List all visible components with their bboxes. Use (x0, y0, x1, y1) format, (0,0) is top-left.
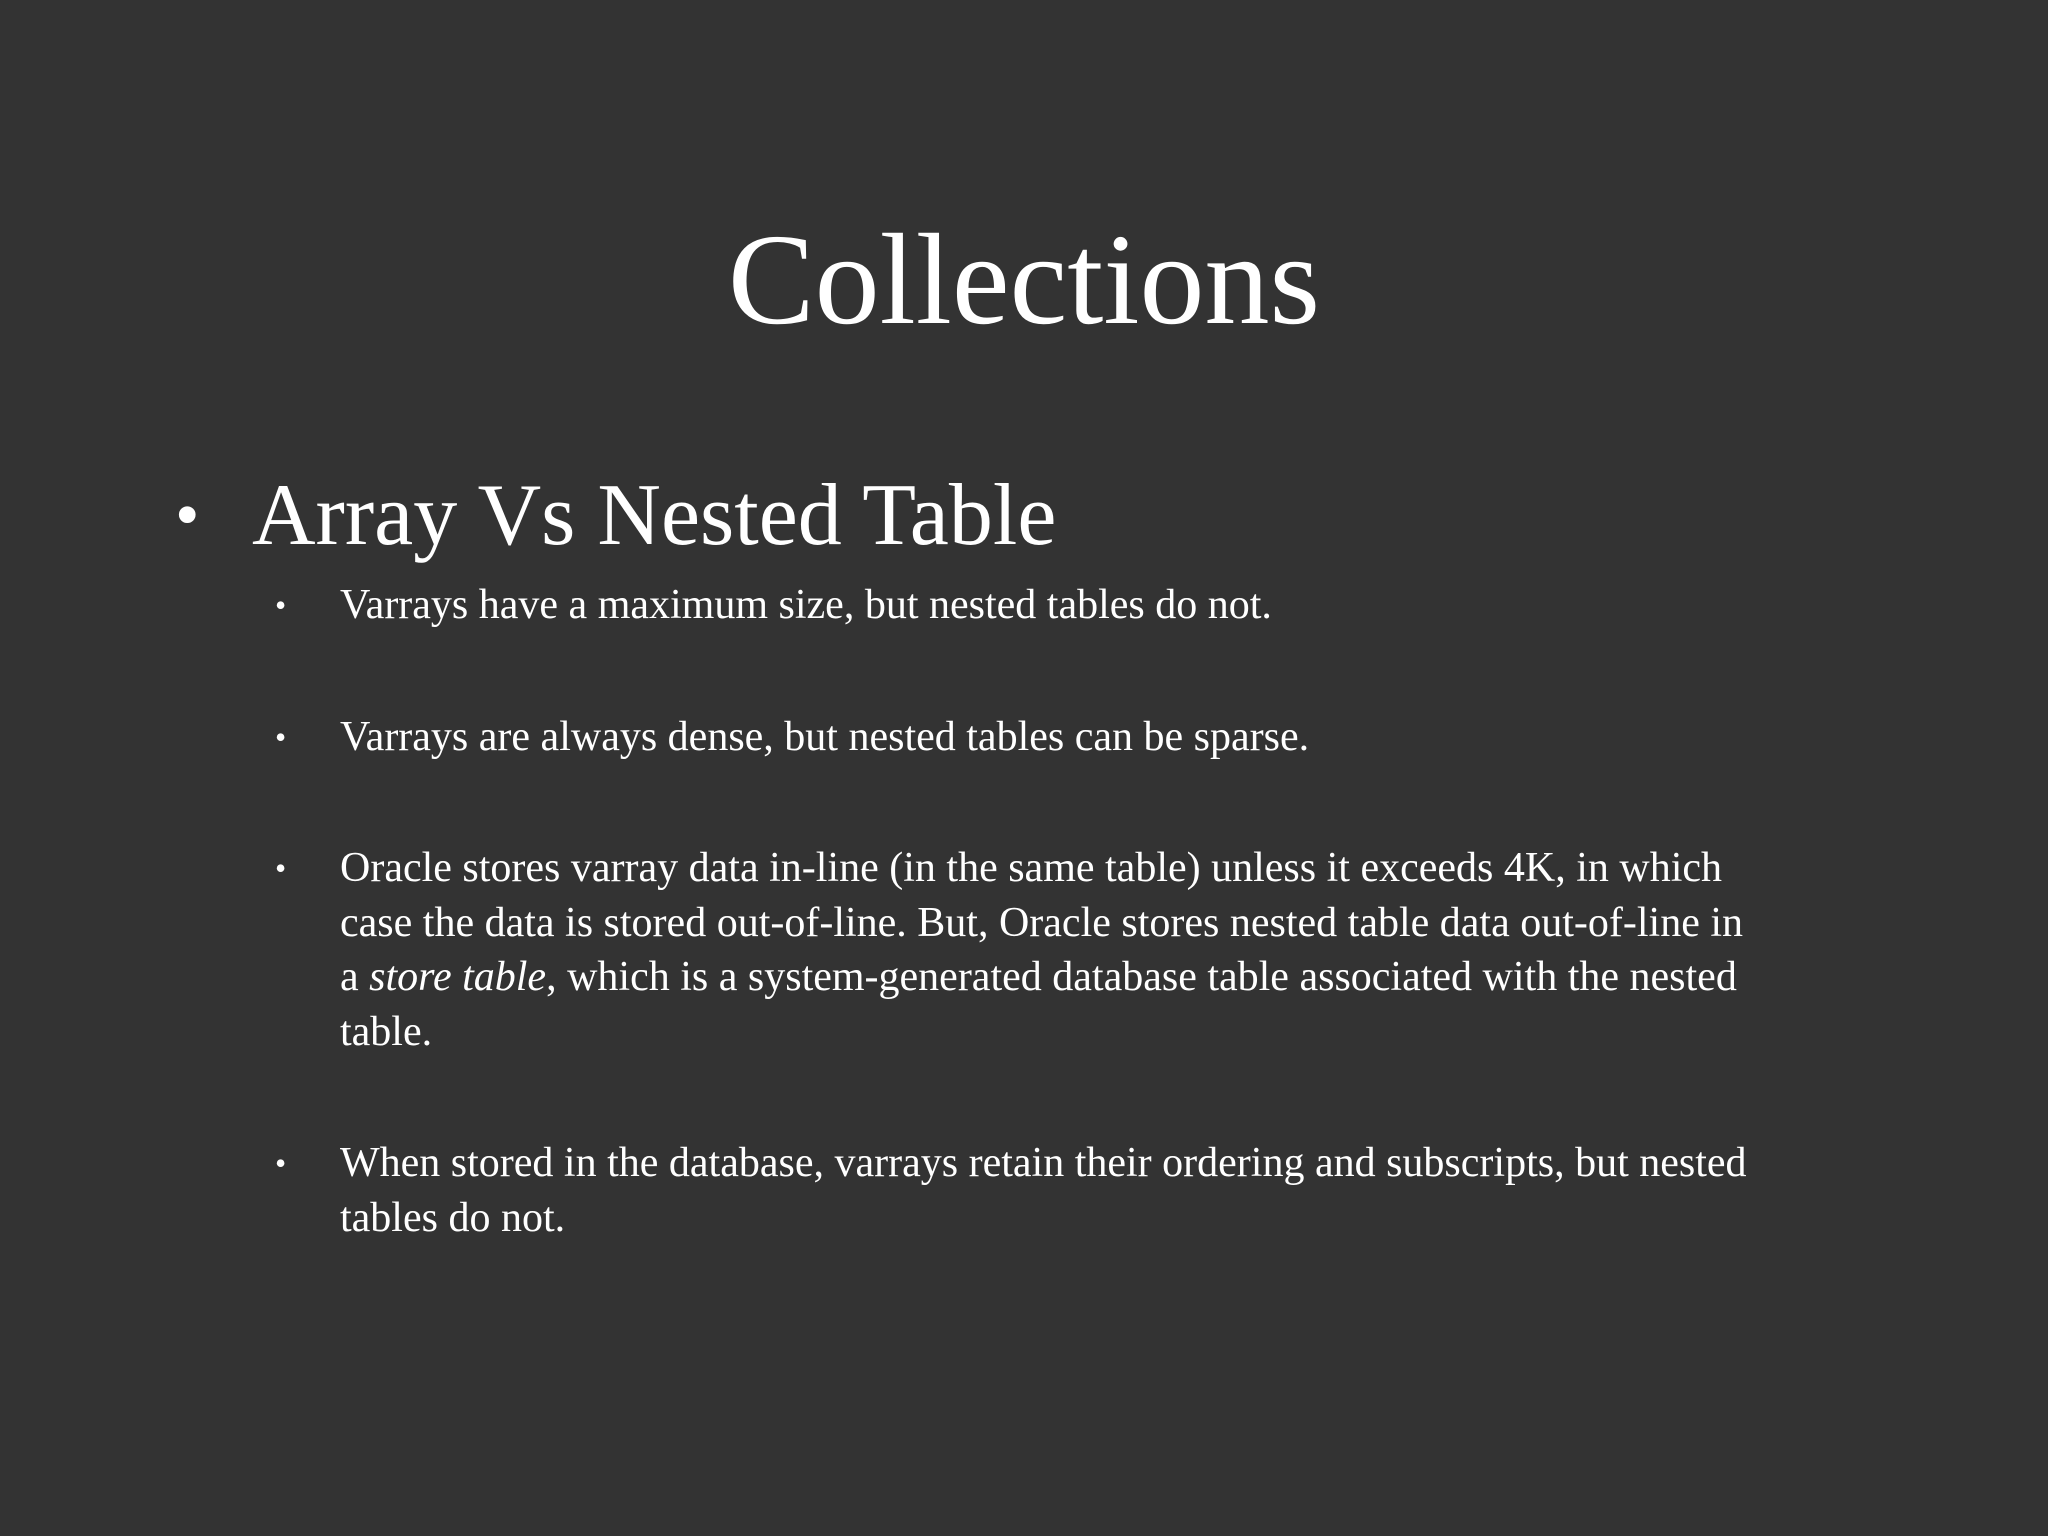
bullet-text (340, 1136, 1895, 1245)
bullet-text-line: table. (340, 1008, 433, 1055)
bullet-text-line: case the data is stored out-of-line. But, Oracle stores nested table data out-of-line in (340, 899, 1744, 946)
bullet-text (340, 841, 1895, 1059)
heading-text: Array Vs Nested Table (252, 467, 1057, 564)
bullet-text-line: tables do not. (340, 1194, 566, 1241)
slide-title: Collections (727, 208, 1321, 352)
bullet-icon: • (175, 477, 200, 554)
bullet-text-line: Oracle stores varray data in-line (in the same table) unless it exceeds 4K, in which (340, 845, 1723, 891)
bullet-icon: • (275, 850, 287, 886)
bullet-icon: • (275, 719, 287, 755)
text-fragment: , which is a system-generated database table associated with the nested (546, 954, 1737, 1000)
bullet-icon: • (275, 587, 287, 623)
bullet-text-line: When stored in the database, varrays retain their ordering and subscripts, but nested (340, 1140, 1747, 1186)
bullet-text: Varrays have a maximum size, but nested tables do not. (340, 582, 1272, 628)
text-fragment: a (340, 954, 370, 1000)
bullet-icon: • (275, 1145, 287, 1181)
bullet-text: Varrays are always dense, but nested tables can be sparse. (340, 714, 1310, 760)
bullet-text-line (340, 950, 1895, 1005)
italic-term: store table (369, 954, 547, 1000)
